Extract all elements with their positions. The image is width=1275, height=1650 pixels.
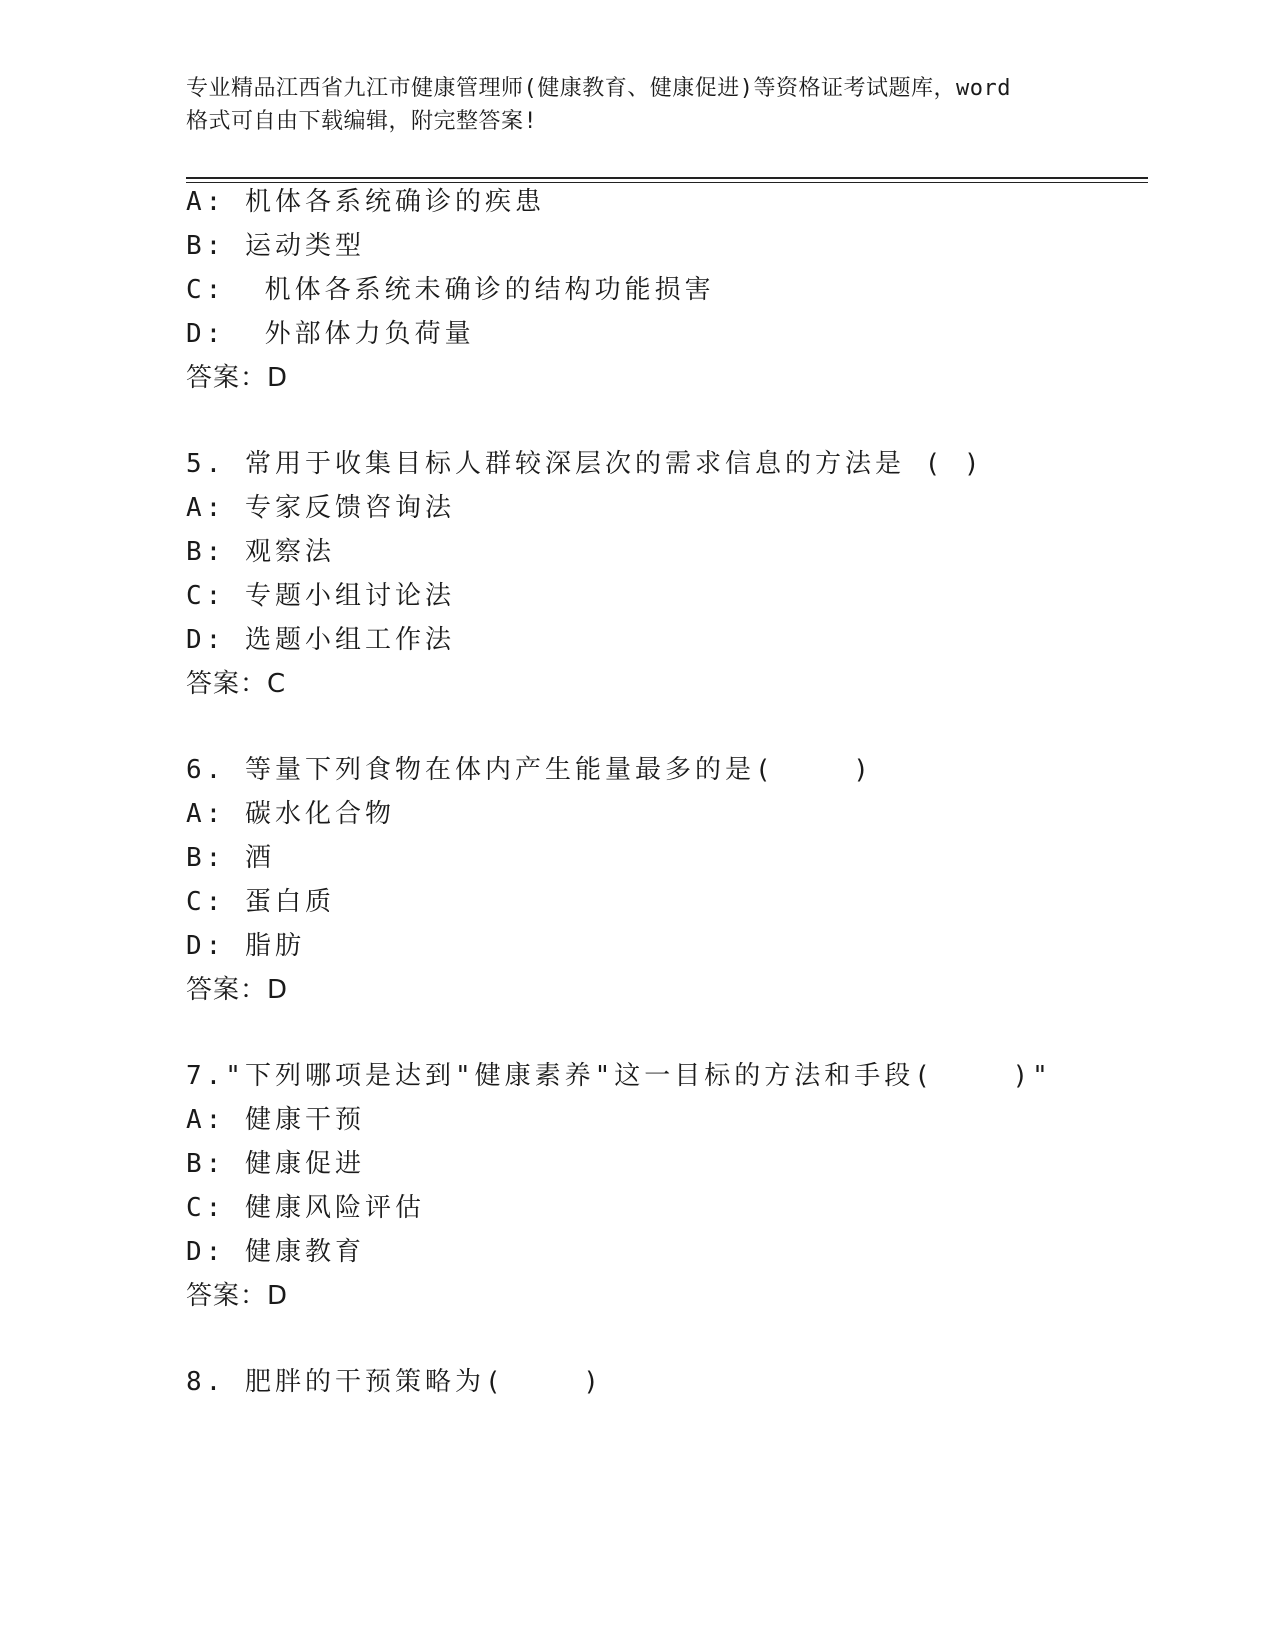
q5-option-d: D: 选题小组工作法	[186, 625, 455, 655]
q7-option-d: D: 健康教育	[186, 1237, 365, 1267]
q7-option-c: C: 健康风险评估	[186, 1193, 425, 1223]
q4-option-d: D: 外部体力负荷量	[186, 319, 475, 349]
header-line-2: 格式可自由下载编辑，附完整答案!	[186, 109, 538, 134]
q6-option-d: D: 脂肪	[186, 931, 305, 961]
q5-option-c: C: 专题小组讨论法	[186, 581, 455, 611]
q4-option-b: B: 运动类型	[186, 231, 365, 261]
q6-stem: 6. 等量下列食物在体内产生能量最多的是( )	[186, 755, 873, 785]
q6-option-b: B: 酒	[186, 843, 275, 873]
q8-stem: 8. 肥胖的干预策略为( )	[186, 1367, 603, 1397]
q5-option-a: A: 专家反馈咨询法	[186, 493, 455, 523]
q7-answer: 答案：D	[186, 1281, 289, 1311]
q7-option-b: B: 健康促进	[186, 1149, 365, 1179]
q4-option-c: C: 机体各系统未确诊的结构功能损害	[186, 275, 715, 305]
q5-stem: 5. 常用于收集目标人群较深层次的需求信息的方法是 ( )	[186, 449, 984, 479]
q5-option-b: B: 观察法	[186, 537, 335, 567]
q4-option-a: A: 机体各系统确诊的疾患	[186, 187, 545, 217]
q6-answer: 答案：D	[186, 975, 289, 1005]
q7-stem: 7."下列哪项是达到"健康素养"这一目标的方法和手段( )"	[186, 1061, 1052, 1091]
q7-option-a: A: 健康干预	[186, 1105, 365, 1135]
header-divider-thin	[186, 182, 1148, 183]
header-divider	[186, 177, 1148, 179]
document-header	[186, 72, 1086, 138]
q6-option-a: A: 碳水化合物	[186, 799, 395, 829]
header-line-1: 专业精品江西省九江市健康管理师(健康教育、健康促进)等资格证考试题库，word	[186, 76, 1011, 101]
q6-option-c: C: 蛋白质	[186, 887, 335, 917]
q5-answer: 答案：C	[186, 669, 287, 699]
q4-answer: 答案：D	[186, 363, 289, 393]
